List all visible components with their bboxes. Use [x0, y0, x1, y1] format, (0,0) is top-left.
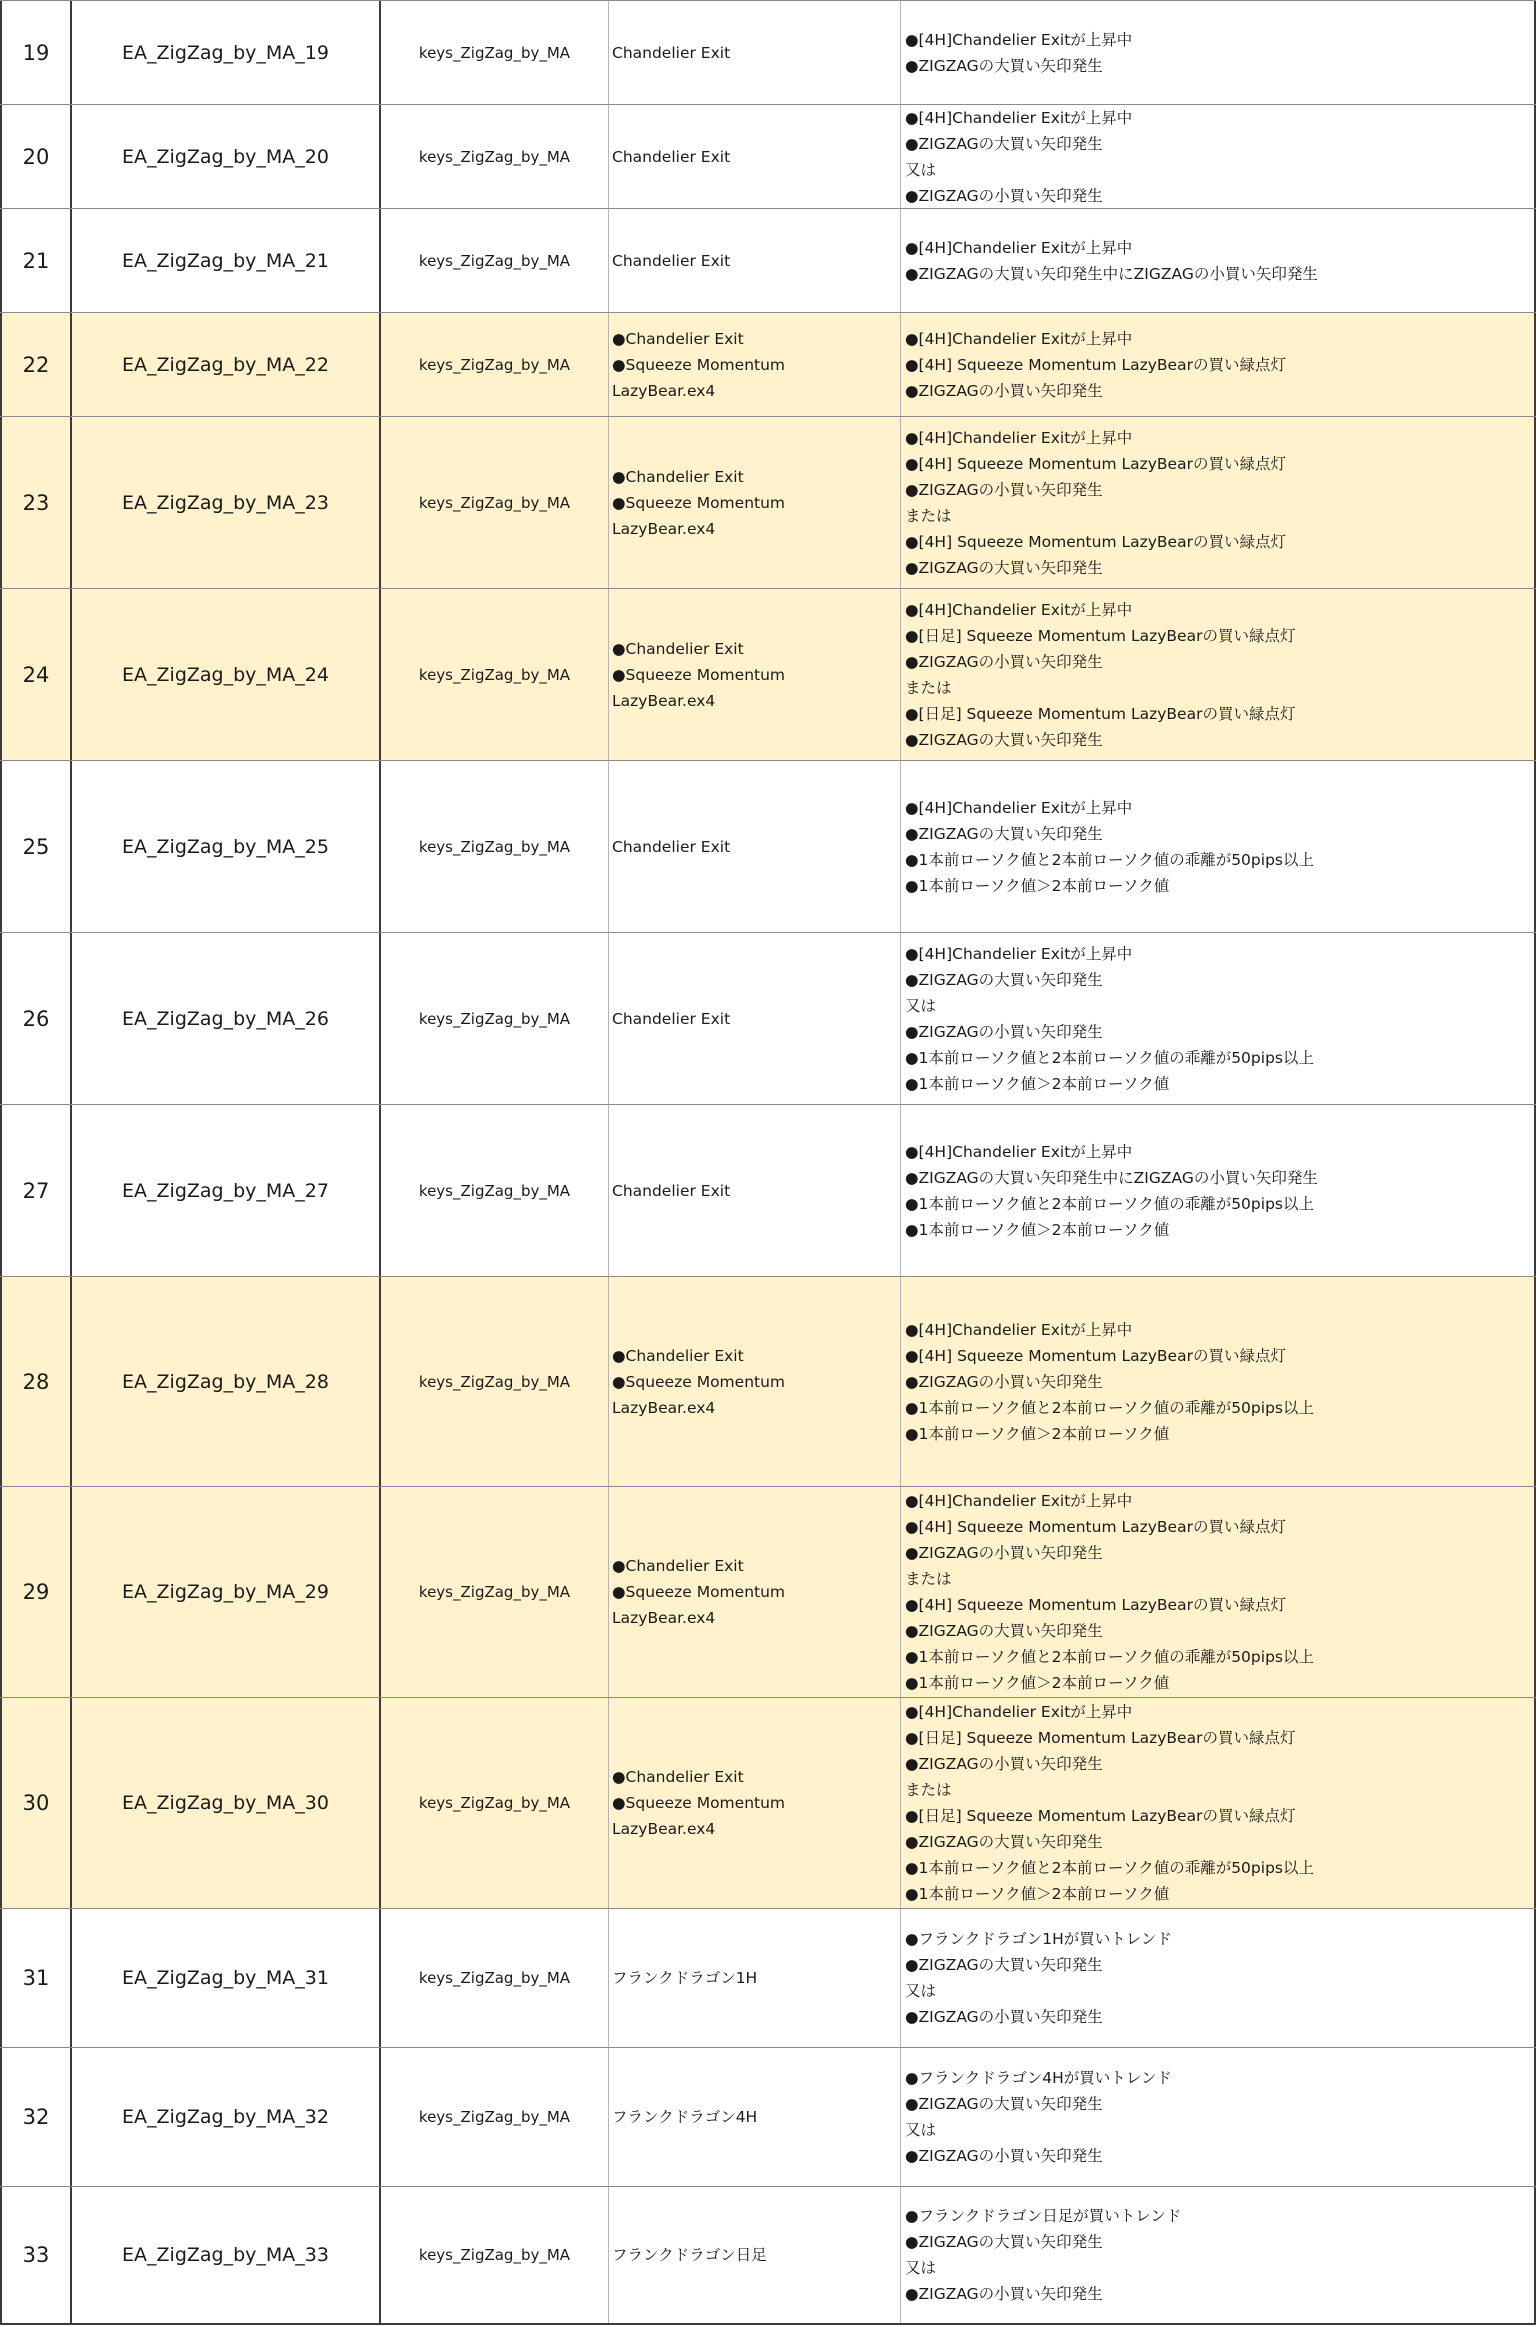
- indicator-line: LazyBear.ex4: [612, 1398, 716, 1417]
- row-number: 32: [22, 2105, 50, 2129]
- indicator-lines: [612, 2242, 767, 2268]
- row-number-cell: [0, 417, 72, 588]
- indicator-cell: [609, 1487, 901, 1697]
- indicator-cell: [609, 313, 901, 416]
- indicator-cell: [609, 589, 901, 760]
- entry-condition-line: ●1本前ローソク値と2本前ローソク値の乖離が50pips以上: [905, 1048, 1314, 1067]
- entry-condition-line: ●ZIGZAGの小買い矢印発生: [905, 480, 1103, 499]
- indicator-lines: [612, 1965, 757, 1991]
- entry-condition-line: ●ZIGZAGの大買い矢印発生: [905, 970, 1103, 989]
- entry-condition-line: ●1本前ローソク値＞2本前ローソク値: [905, 1074, 1170, 1093]
- entry-condition-line: ●[4H]Chandelier Exitが上昇中: [905, 30, 1133, 49]
- key-file: keys_ZigZag_by_MA: [418, 1583, 571, 1601]
- indicator-line: ●Squeeze Momentum: [612, 1794, 786, 1812]
- entry-condition-line: ●[4H]Chandelier Exitが上昇中: [905, 1492, 1133, 1510]
- indicator-cell: [609, 933, 901, 1104]
- entry-condition-line: ●[4H] Squeeze Momentum LazyBearの買い緑点灯: [905, 532, 1286, 551]
- row-number: 24: [22, 662, 50, 687]
- entry-condition-cell: [901, 1909, 1536, 2047]
- entry-condition-cell: [901, 933, 1536, 1104]
- entry-condition-lines: [905, 1699, 1314, 1907]
- row-number: 23: [22, 490, 50, 515]
- ea-name-cell: [72, 1, 381, 104]
- entry-condition-lines: [905, 941, 1314, 1097]
- row-number: 28: [22, 1369, 50, 1394]
- ea-name-cell: [72, 105, 381, 208]
- entry-condition-line: ●ZIGZAGの大買い矢印発生: [905, 1833, 1103, 1851]
- entry-condition-line: ●ZIGZAGの大買い矢印発生: [905, 824, 1103, 843]
- entry-condition-lines: [905, 2065, 1172, 2169]
- indicator-cell: [609, 1698, 901, 1908]
- entry-condition-line: ●[4H]Chandelier Exitが上昇中: [905, 238, 1133, 257]
- entry-condition-line: ●ZIGZAGの大買い矢印発生: [905, 2095, 1103, 2113]
- ea-name-cell: [72, 1487, 381, 1697]
- entry-condition-lines: [905, 27, 1132, 79]
- key-file-cell: [381, 105, 609, 208]
- indicator-lines: [612, 326, 785, 404]
- table-row: [0, 588, 1536, 760]
- table-row: [0, 932, 1536, 1104]
- indicator-lines: [612, 40, 730, 66]
- entry-condition-line: ●1本前ローソク値＞2本前ローソク値: [905, 1220, 1170, 1239]
- entry-condition-line: ●ZIGZAGの大買い矢印発生: [905, 730, 1103, 749]
- indicator-line: LazyBear.ex4: [612, 381, 716, 400]
- entry-condition-line: 又は: [905, 996, 937, 1015]
- ea-name: EA_ZigZag_by_MA_26: [122, 1007, 329, 1030]
- row-number-cell: [0, 313, 72, 416]
- indicator-cell: [609, 105, 901, 208]
- entry-condition-line: ●[4H]Chandelier Exitが上昇中: [905, 428, 1133, 447]
- key-file-cell: [381, 933, 609, 1104]
- ea-name-cell: [72, 313, 381, 416]
- ea-name-cell: [72, 209, 381, 312]
- entry-condition-line: ●ZIGZAGの大買い矢印発生: [905, 1956, 1103, 1974]
- indicator-lines: [612, 1553, 785, 1631]
- ea-name-cell: [72, 933, 381, 1104]
- row-number: 19: [22, 40, 50, 65]
- key-file: keys_ZigZag_by_MA: [418, 43, 571, 62]
- entry-condition-line: ●1本前ローソク値と2本前ローソク値の乖離が50pips以上: [905, 1648, 1314, 1666]
- indicator-lines: [612, 834, 730, 860]
- entry-condition-line: ●[4H]Chandelier Exitが上昇中: [905, 1703, 1133, 1721]
- row-number-cell: [0, 1487, 72, 1697]
- indicator-line: ●Squeeze Momentum: [612, 1583, 786, 1601]
- row-number-cell: [0, 1909, 72, 2047]
- entry-condition-cell: [901, 209, 1536, 312]
- indicator-cell: [609, 2048, 901, 2186]
- row-number: 21: [22, 248, 50, 273]
- ea-name: EA_ZigZag_by_MA_19: [122, 41, 329, 64]
- entry-condition-line: ●ZIGZAGの大買い矢印発生: [905, 1622, 1103, 1640]
- indicator-line: ●Chandelier Exit: [612, 1768, 744, 1786]
- key-file-cell: [381, 417, 609, 588]
- row-number-cell: [0, 1277, 72, 1486]
- indicator-line: LazyBear.ex4: [612, 1820, 716, 1838]
- entry-condition-line: ●ZIGZAGの小買い矢印発生: [905, 2147, 1103, 2165]
- table-row: [0, 0, 1536, 104]
- indicator-line: ●Squeeze Momentum: [612, 665, 786, 684]
- entry-condition-line: または: [905, 678, 952, 697]
- ea-name: EA_ZigZag_by_MA_31: [122, 1967, 329, 1989]
- ea-name-cell: [72, 1105, 381, 1276]
- indicator-line: フランクドラゴン日足: [612, 2246, 767, 2264]
- indicator-line: フランクドラゴン1H: [612, 1969, 758, 1987]
- entry-condition-line: または: [905, 506, 952, 525]
- key-file: keys_ZigZag_by_MA: [418, 147, 571, 166]
- indicator-cell: [609, 1909, 901, 2047]
- ea-name: EA_ZigZag_by_MA_22: [122, 353, 329, 376]
- key-file: keys_ZigZag_by_MA: [418, 665, 571, 684]
- key-file: keys_ZigZag_by_MA: [418, 1794, 571, 1812]
- table-row: [0, 1104, 1536, 1276]
- indicator-line: Chandelier Exit: [612, 43, 731, 62]
- entry-condition-cell: [901, 1487, 1536, 1697]
- indicator-line: LazyBear.ex4: [612, 1609, 716, 1627]
- entry-condition-line: ●ZIGZAGの大買い矢印発生中にZIGZAGの小買い矢印発生: [905, 1168, 1318, 1187]
- entry-condition-line: ●フランクドラゴン日足が買いトレンド: [905, 2207, 1182, 2225]
- ea-name: EA_ZigZag_by_MA_33: [122, 2244, 329, 2266]
- indicator-lines: [612, 1343, 785, 1421]
- entry-condition-line: 又は: [905, 2121, 937, 2139]
- ea-name-cell: [72, 1698, 381, 1908]
- entry-condition-line: ●ZIGZAGの小買い矢印発生: [905, 652, 1103, 671]
- indicator-lines: [612, 144, 730, 170]
- table-row: [0, 1486, 1536, 1697]
- row-number-cell: [0, 761, 72, 932]
- entry-condition-line: ●1本前ローソク値と2本前ローソク値の乖離が50pips以上: [905, 1398, 1314, 1417]
- entry-condition-cell: [901, 1, 1536, 104]
- entry-condition-line: ●ZIGZAGの小買い矢印発生: [905, 2008, 1103, 2026]
- key-file: keys_ZigZag_by_MA: [418, 2108, 571, 2126]
- entry-condition-line: ●1本前ローソク値と2本前ローソク値の乖離が50pips以上: [905, 850, 1314, 869]
- row-number: 31: [22, 1966, 50, 1990]
- entry-condition-line: または: [905, 1570, 952, 1588]
- entry-condition-line: ●[4H]Chandelier Exitが上昇中: [905, 329, 1133, 348]
- row-number-cell: [0, 1698, 72, 1908]
- entry-condition-cell: [901, 2048, 1536, 2186]
- entry-condition-line: ●ZIGZAGの小買い矢印発生: [905, 1372, 1103, 1391]
- key-file: keys_ZigZag_by_MA: [418, 355, 571, 374]
- entry-condition-cell: [901, 313, 1536, 416]
- entry-condition-line: ●[日足] Squeeze Momentum LazyBearの買い緑点灯: [905, 704, 1296, 723]
- row-number-cell: [0, 1105, 72, 1276]
- table-row: [0, 2186, 1536, 2325]
- entry-condition-line: ●[4H] Squeeze Momentum LazyBearの買い緑点灯: [905, 1596, 1286, 1614]
- ea-name: EA_ZigZag_by_MA_28: [122, 1370, 329, 1393]
- indicator-line: Chandelier Exit: [612, 1009, 731, 1028]
- entry-condition-lines: [905, 1926, 1172, 2030]
- entry-condition-line: ●1本前ローソク値＞2本前ローソク値: [905, 876, 1170, 895]
- indicator-lines: [612, 636, 785, 714]
- key-file-cell: [381, 1909, 609, 2047]
- entry-condition-cell: [901, 105, 1536, 208]
- entry-condition-cell: [901, 761, 1536, 932]
- entry-condition-line: ●ZIGZAGの大買い矢印発生: [905, 2233, 1103, 2251]
- key-file: keys_ZigZag_by_MA: [418, 837, 571, 856]
- entry-condition-line: ●[4H]Chandelier Exitが上昇中: [905, 1142, 1133, 1161]
- entry-condition-cell: [901, 2187, 1536, 2323]
- entry-condition-line: ●ZIGZAGの小買い矢印発生: [905, 2285, 1103, 2303]
- indicator-cell: [609, 417, 901, 588]
- row-number: 29: [22, 1580, 50, 1604]
- entry-condition-line: ●[日足] Squeeze Momentum LazyBearの買い緑点灯: [905, 1807, 1296, 1825]
- indicator-cell: [609, 2187, 901, 2323]
- ea-name-cell: [72, 417, 381, 588]
- table-row: [0, 208, 1536, 312]
- key-file-cell: [381, 1105, 609, 1276]
- ea-name: EA_ZigZag_by_MA_29: [122, 1581, 329, 1603]
- key-file-cell: [381, 313, 609, 416]
- entry-condition-line: 又は: [905, 1982, 937, 2000]
- indicator-lines: [612, 1006, 730, 1032]
- entry-condition-line: ●ZIGZAGの大買い矢印発生: [905, 56, 1103, 75]
- indicator-line: ●Chandelier Exit: [612, 467, 744, 486]
- ea-name: EA_ZigZag_by_MA_20: [122, 145, 329, 168]
- indicator-lines: [612, 464, 785, 542]
- indicator-line: LazyBear.ex4: [612, 519, 716, 538]
- key-file-cell: [381, 2187, 609, 2323]
- key-file: keys_ZigZag_by_MA: [418, 1181, 571, 1200]
- indicator-line: ●Chandelier Exit: [612, 1557, 744, 1575]
- entry-condition-lines: [905, 795, 1314, 899]
- key-file-cell: [381, 1698, 609, 1908]
- key-file: keys_ZigZag_by_MA: [418, 1372, 571, 1391]
- key-file: keys_ZigZag_by_MA: [418, 1009, 571, 1028]
- indicator-line: Chandelier Exit: [612, 837, 731, 856]
- key-file-cell: [381, 209, 609, 312]
- indicator-line: ●Squeeze Momentum: [612, 493, 786, 512]
- row-number: 27: [22, 1178, 50, 1203]
- ea-name: EA_ZigZag_by_MA_32: [122, 2106, 329, 2128]
- indicator-cell: [609, 1, 901, 104]
- entry-condition-lines: [905, 597, 1295, 753]
- entry-condition-line: ●[日足] Squeeze Momentum LazyBearの買い緑点灯: [905, 626, 1296, 645]
- entry-condition-line: ●ZIGZAGの小買い矢印発生: [905, 1755, 1103, 1773]
- table-row: [0, 1276, 1536, 1486]
- entry-condition-line: ●ZIGZAGの大買い矢印発生: [905, 134, 1103, 153]
- row-number: 26: [22, 1006, 50, 1031]
- entry-condition-cell: [901, 1698, 1536, 1908]
- key-file-cell: [381, 761, 609, 932]
- indicator-cell: [609, 209, 901, 312]
- row-number-cell: [0, 933, 72, 1104]
- row-number-cell: [0, 209, 72, 312]
- row-number: 25: [22, 834, 50, 859]
- entry-condition-lines: [905, 425, 1286, 581]
- indicator-cell: [609, 761, 901, 932]
- indicator-line: Chandelier Exit: [612, 147, 731, 166]
- row-number-cell: [0, 1, 72, 104]
- entry-condition-lines: [905, 2203, 1181, 2307]
- entry-condition-line: ●ZIGZAGの小買い矢印発生: [905, 1544, 1103, 1562]
- entry-condition-line: ●フランクドラゴン4Hが買いトレンド: [905, 2069, 1172, 2087]
- entry-condition-line: ●ZIGZAGの小買い矢印発生: [905, 186, 1103, 205]
- ea-name-cell: [72, 761, 381, 932]
- entry-condition-line: ●1本前ローソク値＞2本前ローソク値: [905, 1674, 1170, 1692]
- entry-condition-lines: [905, 235, 1318, 287]
- entry-condition-line: ●1本前ローソク値と2本前ローソク値の乖離が50pips以上: [905, 1859, 1314, 1877]
- row-number-cell: [0, 589, 72, 760]
- indicator-line: Chandelier Exit: [612, 251, 731, 270]
- entry-condition-line: ●[4H]Chandelier Exitが上昇中: [905, 600, 1133, 619]
- ea-name: EA_ZigZag_by_MA_21: [122, 249, 329, 272]
- entry-condition-line: 又は: [905, 160, 937, 179]
- row-number: 33: [22, 2243, 50, 2267]
- row-number-cell: [0, 2048, 72, 2186]
- entry-condition-line: ●[4H]Chandelier Exitが上昇中: [905, 1320, 1133, 1339]
- indicator-lines: [612, 2104, 757, 2130]
- row-number: 20: [22, 144, 50, 169]
- entry-condition-cell: [901, 1105, 1536, 1276]
- ea-name: EA_ZigZag_by_MA_23: [122, 491, 329, 514]
- entry-condition-line: ●フランクドラゴン1Hが買いトレンド: [905, 1930, 1172, 1948]
- entry-condition-line: ●ZIGZAGの大買い矢印発生中にZIGZAGの小買い矢印発生: [905, 264, 1318, 283]
- ea-name-cell: [72, 589, 381, 760]
- key-file: keys_ZigZag_by_MA: [418, 2246, 571, 2264]
- indicator-line: ●Chandelier Exit: [612, 329, 744, 348]
- table-row: [0, 2047, 1536, 2186]
- indicator-lines: [612, 1178, 730, 1204]
- ea-name-cell: [72, 2187, 381, 2323]
- key-file-cell: [381, 589, 609, 760]
- entry-condition-line: ●ZIGZAGの大買い矢印発生: [905, 558, 1103, 577]
- indicator-lines: [612, 1764, 785, 1842]
- indicator-cell: [609, 1105, 901, 1276]
- row-number: 22: [22, 352, 50, 377]
- indicator-line: LazyBear.ex4: [612, 691, 716, 710]
- ea-name-cell: [72, 1277, 381, 1486]
- entry-condition-line: ●[4H]Chandelier Exitが上昇中: [905, 944, 1133, 963]
- entry-condition-line: ●[4H] Squeeze Momentum LazyBearの買い緑点灯: [905, 1346, 1286, 1365]
- entry-condition-line: 又は: [905, 2259, 937, 2277]
- table-row: [0, 312, 1536, 416]
- key-file: keys_ZigZag_by_MA: [418, 493, 571, 512]
- table-row: [0, 1697, 1536, 1908]
- entry-condition-lines: [905, 326, 1286, 404]
- row-number-cell: [0, 2187, 72, 2323]
- entry-condition-line: ●1本前ローソク値＞2本前ローソク値: [905, 1885, 1170, 1903]
- table-row: [0, 1908, 1536, 2047]
- indicator-line: フランクドラゴン4H: [612, 2108, 758, 2126]
- key-file: keys_ZigZag_by_MA: [418, 1969, 571, 1987]
- entry-condition-line: ●[4H] Squeeze Momentum LazyBearの買い緑点灯: [905, 454, 1286, 473]
- indicator-line: ●Chandelier Exit: [612, 639, 744, 658]
- table-row: [0, 416, 1536, 588]
- indicator-line: ●Chandelier Exit: [612, 1346, 744, 1365]
- ea-name-cell: [72, 1909, 381, 2047]
- indicator-line: ●Squeeze Momentum: [612, 355, 786, 374]
- entry-condition-cell: [901, 417, 1536, 588]
- indicator-lines: [612, 248, 730, 274]
- table-row: [0, 760, 1536, 932]
- row-number-cell: [0, 105, 72, 208]
- entry-condition-line: ●1本前ローソク値と2本前ローソク値の乖離が50pips以上: [905, 1194, 1314, 1213]
- entry-condition-line: ●ZIGZAGの小買い矢印発生: [905, 381, 1103, 400]
- entry-condition-line: ●[4H]Chandelier Exitが上昇中: [905, 798, 1133, 817]
- indicator-cell: [609, 1277, 901, 1486]
- indicator-line: Chandelier Exit: [612, 1181, 731, 1200]
- key-file-cell: [381, 1487, 609, 1697]
- entry-condition-lines: [905, 105, 1132, 208]
- entry-condition-lines: [905, 1139, 1318, 1243]
- row-number: 30: [22, 1791, 50, 1815]
- entry-condition-lines: [905, 1317, 1314, 1447]
- key-file-cell: [381, 1277, 609, 1486]
- key-file-cell: [381, 2048, 609, 2186]
- entry-condition-line: ●[4H]Chandelier Exitが上昇中: [905, 108, 1133, 127]
- entry-condition-cell: [901, 1277, 1536, 1486]
- entry-condition-line: または: [905, 1781, 952, 1799]
- entry-condition-line: ●[4H] Squeeze Momentum LazyBearの買い緑点灯: [905, 355, 1286, 374]
- ea-name: EA_ZigZag_by_MA_27: [122, 1179, 329, 1202]
- entry-condition-line: ●1本前ローソク値＞2本前ローソク値: [905, 1424, 1170, 1443]
- entry-condition-line: ●[4H] Squeeze Momentum LazyBearの買い緑点灯: [905, 1518, 1286, 1536]
- table-row: [0, 104, 1536, 208]
- indicator-line: ●Squeeze Momentum: [612, 1372, 786, 1391]
- key-file-cell: [381, 1, 609, 104]
- ea-name: EA_ZigZag_by_MA_25: [122, 835, 329, 858]
- entry-condition-line: ●[日足] Squeeze Momentum LazyBearの買い緑点灯: [905, 1729, 1296, 1747]
- ea-name: EA_ZigZag_by_MA_24: [122, 663, 329, 686]
- entry-condition-lines: [905, 1488, 1314, 1696]
- ea-name: EA_ZigZag_by_MA_30: [122, 1792, 329, 1814]
- entry-condition-line: ●ZIGZAGの小買い矢印発生: [905, 1022, 1103, 1041]
- key-file: keys_ZigZag_by_MA: [418, 251, 571, 270]
- entry-condition-cell: [901, 589, 1536, 760]
- ea-name-cell: [72, 2048, 381, 2186]
